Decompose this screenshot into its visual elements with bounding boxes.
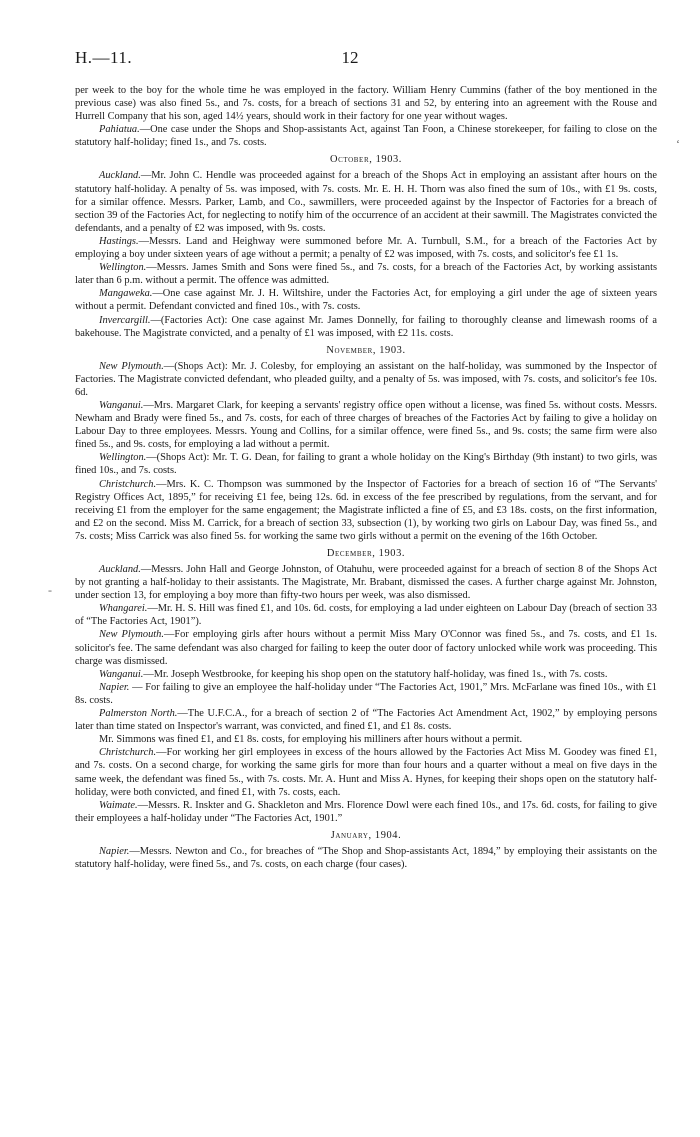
paragraph <box>75 628 657 667</box>
section-heading: October, 1903. <box>330 154 402 166</box>
place-name: Christchurch. <box>99 478 157 490</box>
paragraph-text: —Mr. Joseph Westbrooke, for keeping his shop open on the statutory half-holiday, was fined 1s., with 7s. costs. <box>143 668 608 680</box>
section-heading: December, 1903. <box>326 548 406 559</box>
place-name: New Plymouth. <box>99 360 164 372</box>
paragraph <box>75 360 657 399</box>
place-name: Wanganui. <box>99 399 144 411</box>
paragraph <box>75 235 657 261</box>
place-name: Wellington. <box>99 452 147 464</box>
paragraph-text: —Messrs. Newton and Co., for breaches of “The Shop and Shop-assistants Act, 1894,” by employing their assistants on the statutory half-holiday, were fined 5s., and 7s. costs, on each charge (four cases). <box>75 845 657 870</box>
section-heading: January, 1904. <box>330 829 402 841</box>
paragraph-text: —(Shops Act): Mr. J. Colesby, for employing an assistant on the half-holiday, was summoned by the Inspector of Factories. The Magistrate convicted defendant, who pleaded guilty, and a penalty of 5s. was imposed, with 7s. costs, and solicitor's fee 10s. 6d. <box>75 360 657 398</box>
paragraph-text: Mr. Simmons was fined £1, and £1 8s. costs, for employing his milliners after hours without a permit. <box>99 734 523 746</box>
paragraph <box>75 681 657 707</box>
paragraph-text: —One case against Mr. J. H. Wiltshire, under the Factories Act, for employing a girl under the age of sixteen years without a permit. Defendant convicted and fined 10s., with 7s. costs. <box>75 288 657 313</box>
paragraph <box>75 261 657 287</box>
paragraph-text: —Mrs. Margaret Clark, for keeping a servants' registry office open without a license, was fined 5s. without costs. Messrs. Newham and Brady were fined 5s., and 7s. costs, for each of three charges of breaches of the Factories Act by failing to give a holiday on Labour Day to three employees. Messrs. Young and Collins, for a similar offence, were fined 5s., and 9s. costs; the same firm were also fined 5s., and 9s. costs, for employing a lad without a permit. <box>75 399 657 451</box>
paragraph <box>75 123 657 149</box>
place-name: Napier. <box>99 845 130 857</box>
place-name: New Plymouth. <box>99 629 164 641</box>
page-header <box>75 48 657 74</box>
section-december <box>75 548 657 825</box>
paragraph <box>75 707 657 733</box>
section-october <box>75 154 657 339</box>
paragraph-text: —Messrs. R. Inskter and G. Shackleton and Mrs. Florence Dowl were each fined 10s., and 17s. 6d. costs, for failing to give their employees a half-holiday under “The Factories Act, 1901.” <box>75 799 657 824</box>
place-name: Pahiatua. <box>99 124 140 136</box>
document-body <box>75 84 657 871</box>
margin-mark: - <box>48 583 52 597</box>
paragraph-text: —The U.F.C.A., for a breach of section 2 of “The Factories Act Amendment Act, 1902,” by employing persons later than time stated on Inspector's warrant, was convicted, and fined £1, and £1 8s. costs. <box>75 708 657 733</box>
paragraph <box>75 314 657 340</box>
section-november <box>75 345 657 543</box>
paragraph <box>75 563 657 602</box>
paragraph-text: —Messrs. John Hall and George Johnston, of Otahuhu, were proceeded against for a breach of section 8 of the Shops Act by not granting a half-holiday to their assistants. The Magistrate, Mr. Brabant, dismissed the cases. A further charge against Mr. Johnston, under section 13, for employing a boy more than fifty-two hours per week, was also dismissed. <box>75 564 657 602</box>
paragraph <box>75 169 657 234</box>
paragraph <box>75 478 657 543</box>
paragraph-text: —For employing girls after hours without a permit Miss Mary O'Connor was fined 5s., and 7s. costs, and £1 1s. solicitor's fee. The same defendant was also charged for failing to keep the outer door of factory unlocked while work was proceeding. This charge was dismissed. <box>75 629 657 667</box>
place-name: Hastings. <box>99 235 139 247</box>
paragraph-text: —Mr. John C. Hendle was proceeded against for a breach of the Shops Act in employing an assistant after hours on the statutory half-holiday. A penalty of 5s. was imposed, with 7s. costs. Mr. E. H. H. Thorn was also fined the sum of 10s., with £1 9s. costs, for a similar offence. Messrs. Parker, Lamb, and Co., sawmillers, were proceeded against by the Inspector of Factories for a breach of section 39 of the Factories Act, for neglecting to notify him of the occurrence of an accident at their sawmill. The Magistrates convicted the defendants, and a penalty of £2 was imposed, with 9s. costs. <box>75 170 657 234</box>
paragraph-text: —One case under the Shops and Shop-assistants Act, against Tan Foon, a Chinese storekeeper, for failing to close on the statutory half-holiday; fined 1s., and 7s. costs. <box>75 124 657 149</box>
paragraph <box>75 746 657 798</box>
place-name: Wellington. <box>99 262 147 274</box>
paragraph <box>75 451 657 477</box>
section-heading: November, 1903. <box>326 344 406 356</box>
place-name: Christchurch. <box>99 747 157 759</box>
place-name: Auckland. <box>99 564 141 575</box>
place-name: Whangarei. <box>99 603 148 615</box>
paragraph-text: —For working her girl employees in excess of the hours allowed by the Factories Act Miss M. Goodey was fined £1, and 7s. costs. On a second charge, for working the same girls for more than four hours and a quarter without a meal on five days in the same week, the defendant was fined 5s., with 7s. costs. Mr. A. Hunt and Miss A. Hynes, for keeping their shops open on the statutory half-holiday, were both convicted, and fined £1, with 7s. costs, each. <box>75 747 657 798</box>
paragraph <box>75 799 657 825</box>
paragraph <box>75 668 657 681</box>
paragraph-text: —Messrs. Land and Heighway were summoned before Mr. A. Turnbull, S.M., for a breach of the Factories Act by employing a boy under sixteen years of age without a permit; a penalty of £2 was imposed, with 7s. costs, and solicitor's fee £1 1s. <box>75 235 657 261</box>
paragraph-text: —(Shops Act): Mr. T. G. Dean, for failing to grant a whole holiday on the King's Birthday (9th instant) to two girls, was fined 10s., and 7s. costs. <box>75 452 657 477</box>
paragraph <box>75 287 657 313</box>
place-name: Napier. <box>99 681 130 693</box>
place-name: Waimate. <box>99 799 138 811</box>
paragraph <box>75 845 657 871</box>
place-name: Auckland. <box>99 170 141 182</box>
continuation-paragraph: per week to the boy for the whole time he was employed in the factory. William Henry Cummins (father of the boy mentioned in the previous case) was also fined 5s., and 7s. costs, for a breach of sections 31 and 52, by entering into an agreement with the Rouse and Hurrell Company that his son, aged 14½ years, should work in their factory for one year without wages. <box>75 85 657 123</box>
paragraph <box>75 399 657 451</box>
page-number: 12 <box>341 48 359 67</box>
place-name: Invercargill. <box>99 314 151 326</box>
paragraph-text: — For failing to give an employee the half-holiday under “The Factories Act, 1901,” Mrs. McFarlane was fined 10s., with £1 8s. costs. <box>75 681 657 706</box>
place-name: Mangaweka. <box>99 288 153 300</box>
paragraph-text: —Mrs. K. C. Thompson was summoned by the Inspector of Factories for a breach of section 16 of “The Servants' Registry Offices Act, 1895,” for receiving £1 fee, being 12s. 6d. in excess of the fee prescribed by regulations, from the servant, and for receiving £1 from the employer for the same engagement; the Magistrate inflicted a fine of £5, and £3 18s. costs, on the first information, and £2 on the second. Miss M. Carrick, for a breach of section 33, subsection (1), by working two girls on Labour Day, was fined 5s., and 7s. costs; Miss Carrick was also fined 5s. for working the same two girls without a permit on the evening of the 16th October. <box>75 478 657 542</box>
paragraph <box>75 602 657 628</box>
margin-mark: ‘ <box>676 137 680 151</box>
place-name: Palmerston North. <box>99 708 178 720</box>
place-name: Wanganui. <box>99 668 144 680</box>
paragraph-text: —Mr. H. S. Hill was fined £1, and 10s. 6d. costs, for employing a lad under eighteen on Labour Day (breach of section 33 of “The Factories Act, 1901”). <box>75 603 657 628</box>
paragraph-text: —(Factories Act): One case against Mr. James Donnelly, for failing to thoroughly cleanse and limewash rooms of a bakehouse. The Magistrate convicted, and a penalty of £1 was imposed, with £2 11s. costs. <box>75 314 657 339</box>
section-january <box>75 830 657 871</box>
paragraph <box>75 733 657 746</box>
paragraph-text: —Messrs. James Smith and Sons were fined 5s., and 7s. costs, for a breach of the Factories Act, by working assistants later than 6 p.m. without a permit. The offence was admitted. <box>75 262 657 287</box>
document-page <box>75 48 657 871</box>
document-reference: H.—11. <box>75 48 133 67</box>
